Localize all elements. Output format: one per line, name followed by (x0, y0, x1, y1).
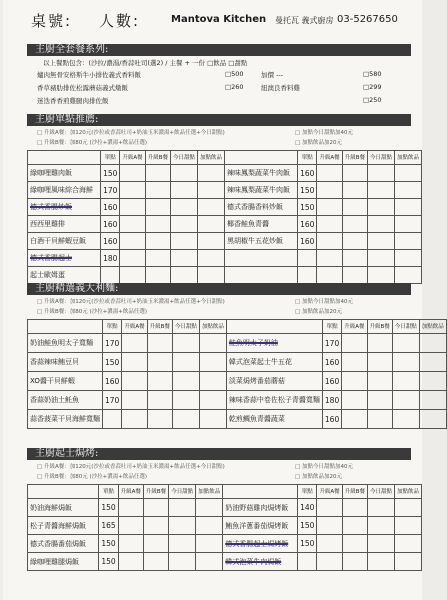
item-price: 150 (99, 499, 118, 517)
order-checkbox-cell[interactable] (367, 517, 394, 535)
item-price: 170 (103, 391, 122, 410)
item-price (298, 553, 317, 571)
order-checkbox-cell[interactable] (317, 216, 342, 233)
item-name: 辣味鳳梨蔬菜牛肉飯 (225, 165, 298, 182)
order-checkbox-cell[interactable] (367, 233, 394, 250)
order-checkbox-cell[interactable] (394, 535, 421, 553)
order-checkbox-cell[interactable] (367, 353, 392, 372)
menu-sheet (3, 0, 444, 600)
order-checkbox-cell[interactable] (147, 353, 172, 372)
order-checkbox-cell[interactable] (342, 535, 367, 553)
order-checkbox-cell[interactable] (317, 250, 342, 267)
item-price: 160 (101, 199, 120, 216)
table-row (28, 499, 422, 517)
order-checkbox-cell[interactable] (392, 391, 419, 410)
item-price: 150 (103, 353, 122, 372)
item-price: 150 (298, 517, 317, 535)
order-checkbox-cell[interactable] (342, 499, 367, 517)
order-checkbox-cell[interactable] (122, 353, 147, 372)
column-header: 單點 (99, 485, 118, 499)
order-checkbox-cell[interactable] (317, 553, 342, 571)
order-checkbox-cell[interactable] (172, 334, 199, 353)
order-checkbox-cell[interactable] (145, 250, 170, 267)
item-name: 香蒜辣味鮪豆貝 (28, 353, 103, 372)
upgrade-b-option[interactable]: □ 升級B餐：加80元 (沙拉+濃湯+飲品任選) (37, 309, 147, 315)
order-checkbox-cell[interactable] (394, 267, 421, 284)
set-meal-alt-name[interactable]: 紐澳良香料雞 (261, 84, 300, 92)
order-checkbox-cell[interactable] (197, 216, 224, 233)
order-checkbox-cell[interactable] (143, 553, 168, 571)
brand-name-zh: 曼托瓦 義式廚房 (275, 16, 334, 25)
upgrade-b-option[interactable]: □ 升級B餐：加80元 (沙拉+濃湯+飲品任選) (37, 474, 147, 480)
order-checkbox-cell[interactable] (419, 410, 446, 429)
item-name-header (226, 320, 322, 334)
order-checkbox-cell[interactable] (120, 182, 145, 199)
add-drink-option[interactable]: □ 加點飲品加20元 (295, 309, 342, 315)
order-checkbox-cell[interactable] (317, 267, 342, 284)
table-row (28, 372, 447, 391)
column-header: 升級B餐 (342, 485, 367, 499)
order-checkbox-cell[interactable] (342, 372, 367, 391)
item-name: 起士歐姆蛋 (28, 267, 101, 284)
order-checkbox-cell[interactable] (342, 216, 367, 233)
order-checkbox-cell[interactable] (122, 391, 147, 410)
item-name: 德式香腸香料炒飯 (225, 199, 298, 216)
section-title-chef-picks: 主廚單點推薦: (27, 114, 411, 126)
order-checkbox-cell[interactable] (169, 517, 196, 535)
item-name: 韓式泡菜起士牛五花 (226, 353, 322, 372)
column-header: 升級B餐 (342, 151, 367, 165)
order-checkbox-cell[interactable] (317, 182, 342, 199)
add-drink-option[interactable]: □ 加點飲品加20元 (295, 140, 342, 146)
set-meal-name[interactable]: 爐肉無骨安格斯牛小排佐義式香料飯 (37, 71, 141, 79)
column-header: 升級B餐 (145, 151, 170, 165)
item-price: 160 (322, 353, 341, 372)
item-name: 德式香腸起士 (28, 250, 101, 267)
column-header: 加點飲品 (196, 485, 223, 499)
column-header: 升級B餐 (147, 320, 172, 334)
order-checkbox-cell[interactable] (197, 267, 224, 284)
table-row (28, 250, 422, 267)
table-row (28, 353, 447, 372)
column-header: 今日甜點 (392, 320, 419, 334)
column-header: 今日甜點 (367, 151, 394, 165)
order-checkbox-cell[interactable] (170, 216, 197, 233)
item-price: 160 (101, 216, 120, 233)
order-checkbox-cell[interactable] (145, 199, 170, 216)
item-price: 150 (298, 535, 317, 553)
upgrade-a-option[interactable]: □ 升級A餐：加120元(沙拉或香蒜吐司+奶油玉米濃湯+飲品任選+今日甜點) (37, 299, 225, 305)
order-checkbox-cell[interactable] (169, 553, 196, 571)
set-meal-alt-price[interactable]: □260 (225, 83, 244, 91)
table-row (28, 517, 422, 535)
item-name: 鮪魚洋蔥番茄焗烤飯 (223, 517, 298, 535)
item-price: 160 (322, 372, 341, 391)
set-meal-price[interactable]: □580 (363, 70, 382, 78)
item-name-header (28, 485, 99, 499)
order-checkbox-cell[interactable] (145, 216, 170, 233)
set-meal-name[interactable]: 香草豬肋排佐松露蘑菇義式燉飯 (37, 84, 128, 92)
menu-grid (27, 319, 447, 429)
order-checkbox-cell[interactable] (342, 182, 367, 199)
order-checkbox-cell[interactable] (170, 250, 197, 267)
order-checkbox-cell[interactable] (342, 517, 367, 535)
item-name: 德式香腸起士焗烤飯 (223, 535, 298, 553)
order-checkbox-cell[interactable] (120, 199, 145, 216)
order-checkbox-cell[interactable] (317, 535, 342, 553)
set-meal-name[interactable]: 迷迭香香煎雞腿肉排佐飯 (37, 97, 109, 105)
item-price: 170 (103, 334, 122, 353)
item-price: 150 (99, 535, 118, 553)
order-checkbox-cell[interactable] (342, 199, 367, 216)
item-name (225, 250, 298, 267)
order-checkbox-cell[interactable] (169, 499, 196, 517)
order-checkbox-cell[interactable] (196, 517, 223, 535)
column-header: 加點飲品 (419, 320, 446, 334)
order-checkbox-cell[interactable] (199, 353, 226, 372)
column-header: 升級A餐 (317, 151, 342, 165)
order-checkbox-cell[interactable] (394, 517, 421, 535)
item-name: 奶油鮭魚明太子寬麵 (28, 334, 103, 353)
order-checkbox-cell[interactable] (317, 199, 342, 216)
item-name-header (225, 151, 298, 165)
item-name-header (28, 151, 101, 165)
order-checkbox-cell[interactable] (367, 372, 392, 391)
order-checkbox-cell[interactable] (392, 372, 419, 391)
order-checkbox-cell[interactable] (118, 499, 143, 517)
item-name: 椰香鮭魚青醬 (225, 216, 298, 233)
item-price (298, 250, 317, 267)
column-header: 單點 (322, 320, 341, 334)
item-price: 170 (101, 182, 120, 199)
order-checkbox-cell[interactable] (122, 372, 147, 391)
item-price: 150 (101, 165, 120, 182)
order-checkbox-cell[interactable] (122, 334, 147, 353)
order-checkbox-cell[interactable] (172, 353, 199, 372)
order-checkbox-cell[interactable] (419, 391, 446, 410)
order-checkbox-cell[interactable] (122, 410, 147, 429)
item-name: 綠咖哩風味綜合海鮮 (28, 182, 101, 199)
item-name: 鮭魚明太子奶油 (226, 334, 322, 353)
order-checkbox-cell[interactable] (199, 334, 226, 353)
set-meal-price[interactable]: □250 (363, 96, 382, 104)
order-checkbox-cell[interactable] (172, 372, 199, 391)
item-name: 松子青醬海鮮焗飯 (28, 517, 99, 535)
order-checkbox-cell[interactable] (367, 250, 394, 267)
table-row (28, 553, 422, 571)
order-checkbox-cell[interactable] (147, 410, 172, 429)
menu-header (3, 8, 422, 32)
order-checkbox-cell[interactable] (196, 499, 223, 517)
column-header: 今日甜點 (170, 151, 197, 165)
column-header: 升級A餐 (120, 151, 145, 165)
order-checkbox-cell[interactable] (394, 216, 421, 233)
order-checkbox-cell[interactable] (342, 391, 367, 410)
order-checkbox-cell[interactable] (170, 267, 197, 284)
item-name: 綠咖哩雞肉飯 (28, 165, 101, 182)
column-header: 單點 (103, 320, 122, 334)
brand-name: Mantova Kitchen (171, 14, 267, 25)
order-checkbox-cell[interactable] (367, 334, 392, 353)
order-checkbox-cell[interactable] (394, 199, 421, 216)
item-name: 蒜香菠菜干貝海鮮寬麵 (28, 410, 103, 429)
table-row (28, 233, 422, 250)
order-checkbox-cell[interactable] (367, 216, 394, 233)
item-price: 150 (298, 199, 317, 216)
item-name: 韓式泡菜牛肉焗飯 (223, 553, 298, 571)
order-checkbox-cell[interactable] (367, 182, 394, 199)
order-checkbox-cell[interactable] (118, 517, 143, 535)
order-checkbox-cell[interactable] (172, 410, 199, 429)
order-checkbox-cell[interactable] (143, 499, 168, 517)
item-price: 170 (322, 334, 341, 353)
item-price: 150 (99, 553, 118, 571)
item-name: 黑胡椒牛五花炒飯 (225, 233, 298, 250)
item-name: 香蒜奶油土魠魚 (28, 391, 103, 410)
column-header: 加點飲品 (199, 320, 226, 334)
set-meal-alt-name[interactable]: 加價 --- (261, 71, 284, 79)
order-checkbox-cell[interactable] (394, 165, 421, 182)
order-checkbox-cell[interactable] (120, 267, 145, 284)
column-header: 升級A餐 (342, 320, 367, 334)
item-name: 德式香腸番茄焗飯 (28, 535, 99, 553)
order-checkbox-cell[interactable] (145, 233, 170, 250)
add-dessert-option[interactable]: □ 加點今日甜點加40元 (295, 299, 353, 305)
upgrade-a-option[interactable]: □ 升級A餐：加120元(沙拉或香蒜吐司+奶油玉米濃湯+飲品任選+今日甜點) (37, 464, 225, 470)
order-checkbox-cell[interactable] (342, 250, 367, 267)
item-name: 辣味鳳梨蔬菜牛肉飯 (225, 182, 298, 199)
item-name: 白酒干貝鮮蝦豆飯 (28, 233, 101, 250)
order-checkbox-cell[interactable] (147, 391, 172, 410)
order-checkbox-cell[interactable] (367, 410, 392, 429)
order-checkbox-cell[interactable] (120, 250, 145, 267)
order-checkbox-cell[interactable] (394, 250, 421, 267)
column-header: 升級A餐 (317, 485, 342, 499)
order-checkbox-cell[interactable] (145, 165, 170, 182)
order-checkbox-cell[interactable] (419, 353, 446, 372)
section-title-pasta: 主廚精選義大利麵: (27, 283, 411, 295)
order-checkbox-cell[interactable] (367, 535, 394, 553)
order-checkbox-cell[interactable] (317, 499, 342, 517)
item-price: 180 (322, 391, 341, 410)
order-checkbox-cell[interactable] (367, 165, 394, 182)
order-checkbox-cell[interactable] (367, 391, 392, 410)
order-checkbox-cell[interactable] (143, 535, 168, 553)
order-checkbox-cell[interactable] (342, 410, 367, 429)
order-checkbox-cell[interactable] (342, 165, 367, 182)
order-checkbox-cell[interactable] (367, 553, 394, 571)
item-name: 奶油野菇雞肉焗烤飯 (223, 499, 298, 517)
order-checkbox-cell[interactable] (367, 267, 394, 284)
section-title-baked: 主廚起士焗烤: (27, 448, 411, 460)
order-checkbox-cell[interactable] (419, 372, 446, 391)
item-name: 辣味香蒜中卷佐松子青醬寬麵 (226, 391, 322, 410)
order-checkbox-cell[interactable] (394, 182, 421, 199)
table-row (28, 334, 447, 353)
order-checkbox-cell[interactable] (367, 199, 394, 216)
order-checkbox-cell[interactable] (170, 165, 197, 182)
item-price: 160 (298, 233, 317, 250)
add-dessert-option[interactable]: □ 加點今日甜點加40元 (295, 464, 353, 470)
order-checkbox-cell[interactable] (197, 250, 224, 267)
table-row (28, 216, 422, 233)
order-checkbox-cell[interactable] (143, 517, 168, 535)
order-checkbox-cell[interactable] (118, 535, 143, 553)
column-header: 升級B餐 (143, 485, 168, 499)
order-checkbox-cell[interactable] (172, 391, 199, 410)
order-checkbox-cell[interactable] (147, 372, 172, 391)
item-price: 160 (298, 165, 317, 182)
item-price: 160 (103, 372, 122, 391)
order-checkbox-cell[interactable] (317, 233, 342, 250)
order-checkbox-cell[interactable] (342, 233, 367, 250)
item-price: 160 (322, 410, 341, 429)
item-name: 淡菜焗烤番茄蘑菇 (226, 372, 322, 391)
table-row (28, 165, 422, 182)
item-price (101, 267, 120, 284)
order-checkbox-cell[interactable] (197, 233, 224, 250)
order-checkbox-cell[interactable] (170, 233, 197, 250)
item-price (103, 410, 122, 429)
order-checkbox-cell[interactable] (197, 182, 224, 199)
item-price (298, 267, 317, 284)
order-checkbox-cell[interactable] (145, 182, 170, 199)
section-title-set-meals: 主廚全套餐系列: (27, 44, 411, 56)
order-checkbox-cell[interactable] (120, 233, 145, 250)
column-header: 升級B餐 (367, 320, 392, 334)
menu-grid (27, 484, 422, 571)
item-price: 180 (101, 250, 120, 267)
table-row (28, 267, 422, 284)
phone-number: 03-5267650 (337, 14, 398, 25)
order-checkbox-cell[interactable] (118, 553, 143, 571)
column-header: 單點 (298, 151, 317, 165)
column-header: 加點飲品 (394, 151, 421, 165)
item-name: 乾煎鯛魚青醬蔬菜 (226, 410, 322, 429)
item-price: 160 (298, 216, 317, 233)
item-name-header (28, 320, 103, 334)
order-checkbox-cell[interactable] (392, 353, 419, 372)
upgrade-a-option[interactable]: □ 升級A餐：加120元(沙拉或香蒜吐司+奶油玉米濃湯+飲品任選+今日甜點) (37, 130, 225, 136)
item-name-header (223, 485, 298, 499)
order-checkbox-cell[interactable] (317, 165, 342, 182)
order-checkbox-cell[interactable] (147, 334, 172, 353)
order-checkbox-cell[interactable] (199, 391, 226, 410)
party-size-label: 人數: (99, 12, 141, 30)
table-row (28, 410, 447, 429)
order-checkbox-cell[interactable] (394, 499, 421, 517)
order-checkbox-cell[interactable] (419, 334, 446, 353)
table-row (28, 199, 422, 216)
table-number-label: 桌號: (31, 12, 73, 30)
order-checkbox-cell[interactable] (197, 199, 224, 216)
order-checkbox-cell[interactable] (197, 165, 224, 182)
item-price: 165 (99, 517, 118, 535)
item-name: 奶油海鮮焗飯 (28, 499, 99, 517)
menu-grid (27, 150, 422, 284)
column-header: 單點 (298, 485, 317, 499)
order-checkbox-cell[interactable] (394, 553, 421, 571)
table-row (28, 391, 447, 410)
column-header: 升級A餐 (122, 320, 147, 334)
table-row (28, 182, 422, 199)
order-checkbox-cell[interactable] (145, 267, 170, 284)
item-name: 綠咖哩雞腿焗飯 (28, 553, 99, 571)
order-checkbox-cell[interactable] (342, 267, 367, 284)
order-checkbox-cell[interactable] (342, 353, 367, 372)
set-meal-price[interactable]: □299 (363, 83, 382, 91)
table-row (28, 535, 422, 553)
order-checkbox-cell[interactable] (170, 199, 197, 216)
item-name: XO醬干貝鮮蝦 (28, 372, 103, 391)
order-checkbox-cell[interactable] (120, 165, 145, 182)
order-checkbox-cell[interactable] (394, 233, 421, 250)
set-meal-note: 以上餐點包含：(沙拉/濃湯/香蒜吐司(選2) / 主餐 + 一份 □飲品 □甜點 (43, 59, 248, 67)
item-price: 140 (298, 499, 317, 517)
order-checkbox-cell[interactable] (342, 334, 367, 353)
add-drink-option[interactable]: □ 加點飲品加20元 (295, 474, 342, 480)
item-price: 150 (298, 182, 317, 199)
column-header: 今日甜點 (367, 485, 394, 499)
order-checkbox-cell[interactable] (170, 182, 197, 199)
column-header: 升級A餐 (118, 485, 143, 499)
add-dessert-option[interactable]: □ 加點今日甜點加40元 (295, 130, 353, 136)
column-header: 加點飲品 (197, 151, 224, 165)
order-checkbox-cell[interactable] (199, 372, 226, 391)
column-header: 單點 (101, 151, 120, 165)
order-checkbox-cell[interactable] (169, 535, 196, 553)
set-meal-alt-price[interactable]: □500 (225, 70, 244, 78)
order-checkbox-cell[interactable] (196, 535, 223, 553)
column-header: 加點飲品 (394, 485, 421, 499)
item-name (225, 267, 298, 284)
item-name: 德式香腸炒飯 (28, 199, 101, 216)
order-checkbox-cell[interactable] (392, 410, 419, 429)
order-checkbox-cell[interactable] (342, 553, 367, 571)
column-header: 今日甜點 (172, 320, 199, 334)
item-name: 西西里雞排 (28, 216, 101, 233)
item-price: 160 (101, 233, 120, 250)
order-checkbox-cell[interactable] (317, 517, 342, 535)
order-checkbox-cell[interactable] (196, 553, 223, 571)
column-header: 今日甜點 (169, 485, 196, 499)
upgrade-b-option[interactable]: □ 升級B餐：加80元 (沙拉+濃湯+飲品任選) (37, 140, 147, 146)
order-checkbox-cell[interactable] (367, 499, 394, 517)
order-checkbox-cell[interactable] (199, 410, 226, 429)
order-checkbox-cell[interactable] (120, 216, 145, 233)
order-checkbox-cell[interactable] (392, 334, 419, 353)
